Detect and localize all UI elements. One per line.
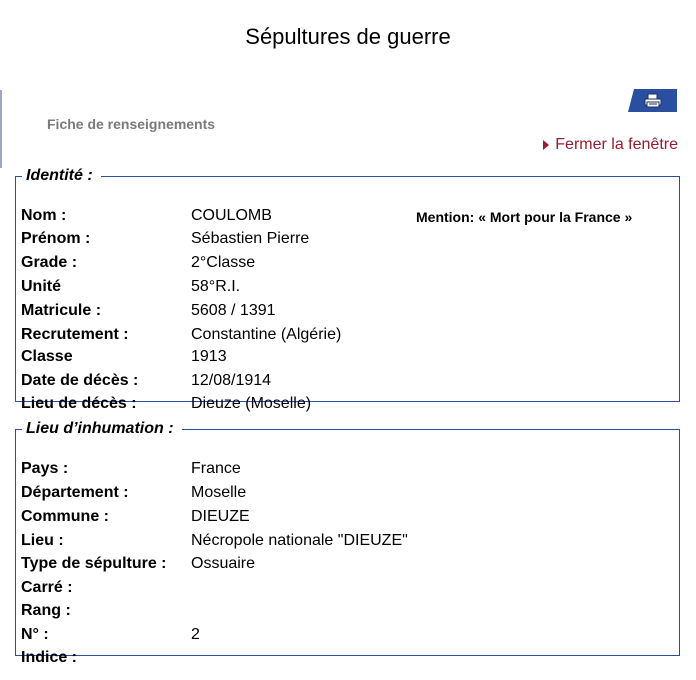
field-value: Ossuaire (191, 555, 256, 572)
field-label: Type de sépulture : (21, 555, 167, 572)
field-label: Lieu de décès : (21, 395, 137, 412)
mention-text: Mention: « Mort pour la France » (416, 209, 633, 225)
field-value: 12/08/1914 (191, 372, 272, 389)
close-window-link[interactable] (543, 136, 678, 154)
field-label: Pays : (21, 460, 69, 477)
close-window-label: Fermer la fenêtre (555, 136, 678, 153)
field-value: Constantine (Algérie) (191, 326, 342, 343)
print-button[interactable] (628, 89, 677, 112)
field-label: Grade : (21, 254, 78, 271)
field-label: Commune : (21, 508, 109, 525)
field-label: Lieu : (21, 532, 64, 549)
field-label: Rang : (21, 602, 71, 619)
field-label: Recrutement : (21, 326, 129, 343)
field-value: Nécropole nationale "DIEUZE" (191, 532, 408, 549)
field-value: 58°R.I. (191, 278, 241, 295)
field-label: Unité (21, 278, 61, 295)
field-value: Sébastien Pierre (191, 230, 310, 247)
field-value: DIEUZE (191, 508, 250, 525)
field-label: Indice : (21, 649, 78, 666)
identite-legend: Identité : (26, 167, 93, 184)
inhumation-fieldset (15, 420, 680, 666)
field-value: 2 (191, 626, 200, 643)
arrow-right-icon (543, 140, 549, 150)
field-label: Prénom : (21, 230, 91, 247)
field-label: N° : (21, 626, 49, 643)
field-value: 2°Classe (191, 254, 256, 271)
field-value: 5608 / 1391 (191, 302, 276, 319)
field-label: Département : (21, 484, 129, 501)
field-label: Date de décès : (21, 372, 139, 389)
field-label: Matricule : (21, 302, 102, 319)
field-value: 1913 (191, 348, 227, 365)
page-subtitle: Fiche de renseignements (47, 116, 216, 132)
page-title: Sépultures de guerre (245, 24, 451, 49)
inhumation-legend: Lieu d’inhumation : (26, 420, 174, 437)
field-value: Moselle (191, 484, 247, 501)
identite-fieldset (15, 167, 680, 412)
printer-icon (643, 93, 663, 109)
field-value: France (191, 460, 241, 477)
field-label: Classe (21, 348, 73, 365)
field-label: Nom : (21, 207, 67, 224)
field-value: Dieuze (Moselle) (191, 395, 312, 412)
left-border-rule (0, 90, 2, 168)
field-value: COULOMB (191, 207, 272, 224)
field-label: Carré : (21, 579, 73, 596)
